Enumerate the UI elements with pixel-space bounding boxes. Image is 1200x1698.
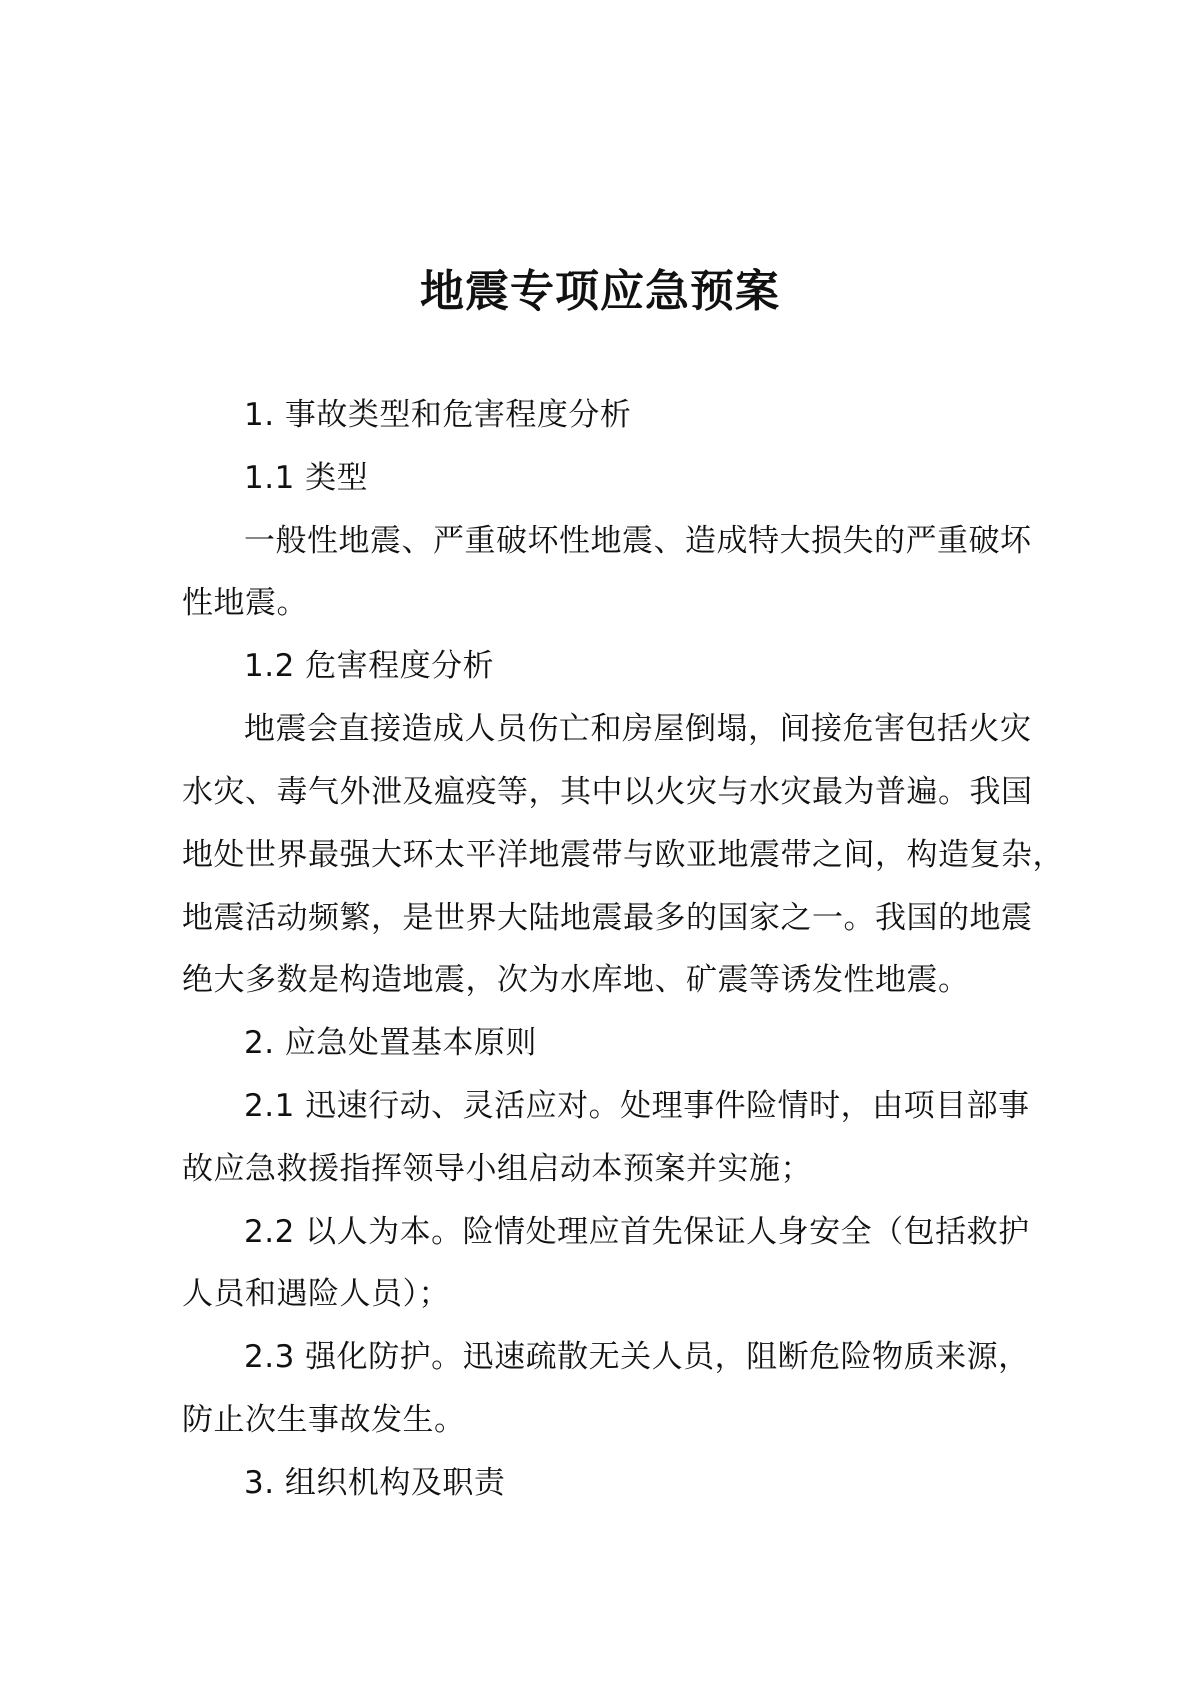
- document-title: 地震专项应急预案: [420, 266, 780, 317]
- heading-2: 2. 应急处置基本原则: [244, 1025, 537, 1061]
- paragraph-line: 地处世界最强大环太平洋地震带与欧亚地震带之间，构造复杂，: [182, 837, 1064, 873]
- paragraph-line: 性地震。: [182, 585, 308, 621]
- paragraph-line: 一般性地震、严重破坏性地震、造成特大损失的严重破坏: [244, 523, 1032, 559]
- paragraph-line: 地震会直接造成人员伤亡和房屋倒塌，间接危害包括火灾: [244, 711, 1032, 747]
- paragraph-line: 绝大多数是构造地震，次为水库地、矿震等诱发性地震。: [182, 962, 970, 998]
- heading-1-1: 1.1 类型: [244, 460, 369, 496]
- paragraph-line: 2.3 强化防护。迅速疏散无关人员，阻断危险物质来源，: [244, 1339, 1030, 1375]
- heading-1-2: 1.2 危害程度分析: [244, 648, 495, 684]
- paragraph-line: 水灾、毒气外泄及瘟疫等，其中以火灾与水灾最为普遍。我国: [182, 774, 1033, 810]
- paragraph-line: 2.1 迅速行动、灵活应对。处理事件险情时，由项目部事: [244, 1088, 1030, 1124]
- heading-1: 1. 事故类型和危害程度分析: [244, 397, 632, 433]
- paragraph-line: 地震活动频繁，是世界大陆地震最多的国家之一。我国的地震: [182, 900, 1033, 936]
- paragraph-line: 防止次生事故发生。: [182, 1402, 466, 1438]
- paragraph-line: 2.2 以人为本。险情处理应首先保证人身安全（包括救护: [244, 1214, 1030, 1250]
- paragraph-line: 人员和遇险人员）；: [182, 1276, 450, 1312]
- heading-3: 3. 组织机构及职责: [244, 1465, 506, 1501]
- paragraph-line: 故应急救援指挥领导小组启动本预案并实施；: [182, 1151, 812, 1187]
